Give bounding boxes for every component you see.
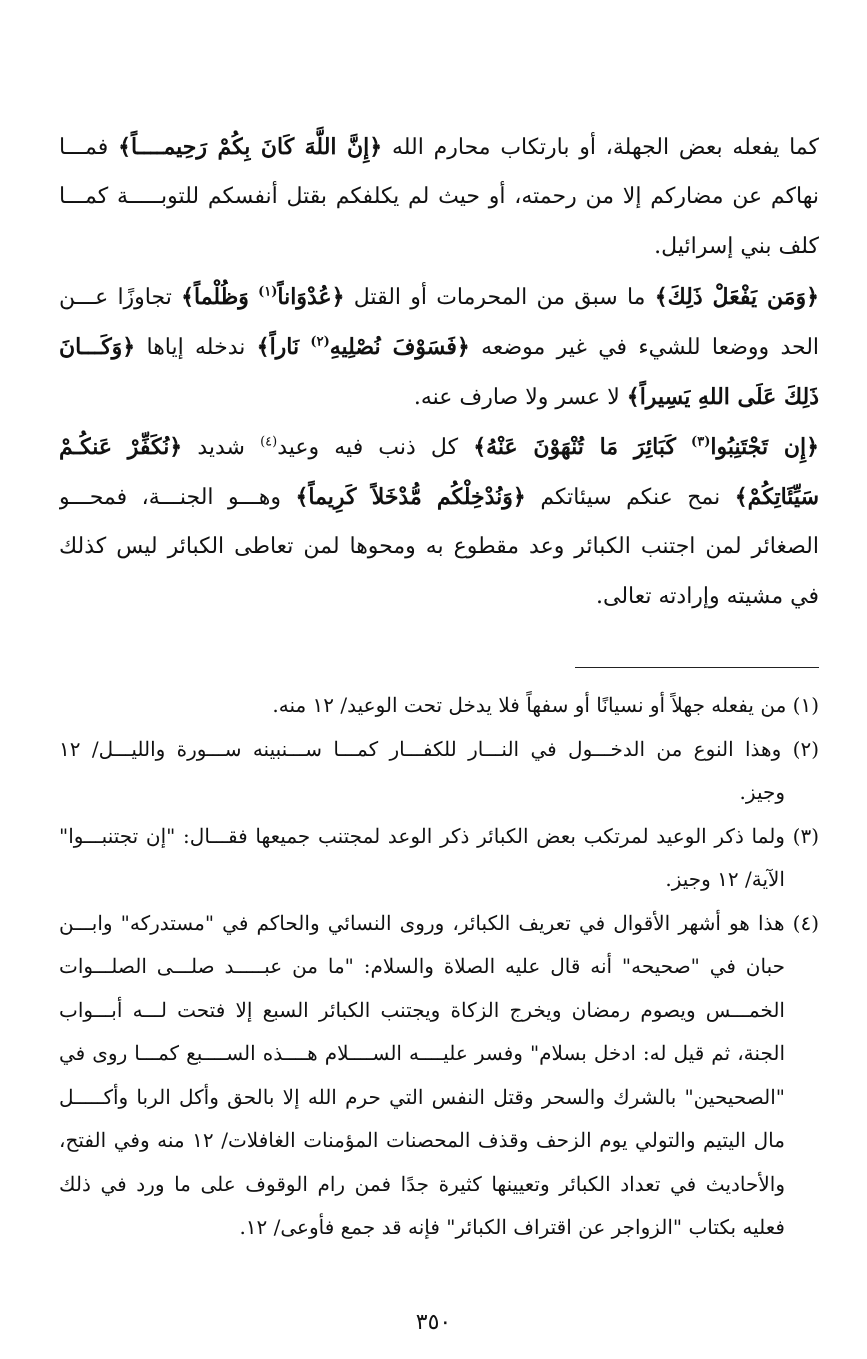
footnote-line: فعليه بكتاب "الزواجر عن اقتراف الكبائر" فإنه قد جمع فأوعى/ ١٢. (239, 1215, 785, 1239)
footnote-marker: (١) (258, 284, 278, 300)
footnote-line: (٣) ولما ذكر الوعيد لمرتكب بعض الكبائر ذكر الوعد لمجتنب جميعها فقـــال: "إن تجتنبـــوا" (59, 823, 819, 848)
quran-quote: ﴿وَنُدْخِلْكُم مُّدْخَلاً كَرِيماً﴾ (295, 484, 526, 510)
footnote-line: والأحاديث في تعداد الكبائر وتعيينها كثيرة جدًا فمن رام الوقوف على ما ورد في ذلك (59, 1171, 785, 1196)
text-run: فمـــا (59, 135, 109, 160)
quran-quote: ﴿إِنَّ اللَّهَ كَانَ بِكُمْ رَحِيمــــاً﴾ (118, 134, 383, 160)
quran-quote (691, 434, 819, 460)
main-text (59, 122, 819, 622)
quran-quote: وَظُلْماً﴾ (181, 284, 249, 310)
text-line (59, 122, 819, 172)
footnote-line: "الصحيحين" بالشرك والسحر وقتل النفس التي حرم الله إلا بالحق وأكل الربا وأكـــــل (59, 1084, 785, 1109)
text-run: نمح عنكم سيئاتكم (540, 485, 721, 510)
text-run: كما يفعله بعض الجهلة، أو بارتكاب محارم الله (391, 135, 819, 160)
text-run: الحد ووضعا للشيء في غير موضعه (481, 335, 819, 360)
quran-quote: نَاراً﴾ (256, 334, 300, 360)
footnote-line: (٢) وهذا النوع من الدخـــول في النـــار للكفـــار كمـــا ســـنبينه ســـورة والليـــل/ ١٢ (59, 736, 819, 761)
text-run: نهاكم عن مضاركم إلا من رحمته، أو حيث لم يكلفكم بقتل أنفسكم للتوبـــــة كمـــا (59, 184, 819, 209)
page-number: ٣٥٠ (415, 1310, 452, 1335)
text-run: وهـــو الجنـــة، فمحـــو (59, 485, 281, 510)
text-line (59, 472, 819, 522)
text-line (59, 222, 819, 272)
footnote-marker: (٣) (691, 434, 711, 450)
quran-quote: ﴿وَكَـــانَ (59, 334, 136, 360)
text-line (59, 422, 819, 472)
quran-quote (258, 284, 344, 310)
quran-word: ﴿إِن تَجْتَنِبُوا (710, 434, 819, 460)
footnote-line: مال اليتيم والتولي يوم الزحف وقذف المحصنات المؤمنات الغافلات/ ١٢ منه وفي الفتح، (59, 1128, 785, 1152)
quran-quote: سَيِّئَاتِكُمْ﴾ (734, 484, 819, 510)
text-run (260, 435, 458, 460)
text-run: في مشيته وإرادته تعالى. (596, 584, 819, 609)
text-run: الصغائر لمن اجتنب الكبائر وعد مقطوع به ومحوها لمن تعاطى الكبائر ليس كذلك (59, 534, 819, 559)
footnote-line: وجيز. (739, 780, 785, 804)
footnote-line: الخمـــس ويصوم رمضان ويخرج الزكاة ويجتنب الكبائر السبع إلا فتحت لـــه أبـــواب (59, 997, 785, 1022)
text-run: ندخله إياها (146, 335, 246, 360)
footnote-line: (٤) هذا هو أشهر الأقوال في تعريف الكبائر، وروى النسائي والحاكم في "مستدركه" وابـــن (59, 910, 819, 935)
footnotes (59, 684, 819, 1250)
text-line (59, 372, 819, 422)
quran-quote: ﴿نُكَفِّرْ عَنكُـمْ (59, 434, 183, 460)
footnote-line: الآية/ ١٢ وجيز. (665, 867, 785, 891)
text-run: شديد (197, 435, 245, 460)
text-run: كلف بني إسرائيل. (654, 234, 819, 259)
quran-quote: ذَلِكَ عَلَى اللهِ يَسِيراً﴾ (626, 384, 819, 410)
text-line (59, 572, 819, 622)
footnote-marker: (٢) (310, 334, 330, 350)
footnote-marker: (٤) (260, 434, 278, 450)
text-line (59, 522, 819, 572)
text-run: ما سبق من المحرمات أو القتل (353, 285, 646, 310)
text-run: كل ذنب فيه وعيد (277, 435, 459, 460)
footnote-line: حبان في "صحيحه" أنه قال عليه الصلاة والسلام: "ما من عبـــــد صلـــى الصلـــوات (59, 954, 785, 978)
text-run: لا عسر ولا صارف عنه. (413, 385, 620, 410)
quran-word: ﴿عُدْوَاناً (277, 284, 345, 310)
text-run: تجاوزًا عـــن (59, 285, 172, 310)
quran-word: ﴿فَسَوْفَ نُصْلِيهِ (329, 334, 470, 360)
quran-quote: ﴿وَمَن يَفْعَلْ ذَلِكَ﴾ (654, 284, 819, 310)
quran-quote: كَبَائِرَ مَا تُنْهَوْنَ عَنْهُ﴾ (473, 434, 676, 460)
quran-quote (310, 334, 469, 360)
footnote-line: (١) من يفعله جهلاً أو نسيانًا أو سفهاً فلا يدخل تحت الوعيد/ ١٢ منه. (272, 693, 819, 717)
text-line (59, 322, 819, 372)
footnote-line: الجنة، ثم قيل له: ادخل بسلام" وفسر عليــــه الســــلام هــــذه الســــبع كمـــا روى في (59, 1041, 786, 1065)
text-line (59, 272, 819, 322)
footnote-separator (575, 667, 819, 668)
text-line (59, 172, 819, 222)
